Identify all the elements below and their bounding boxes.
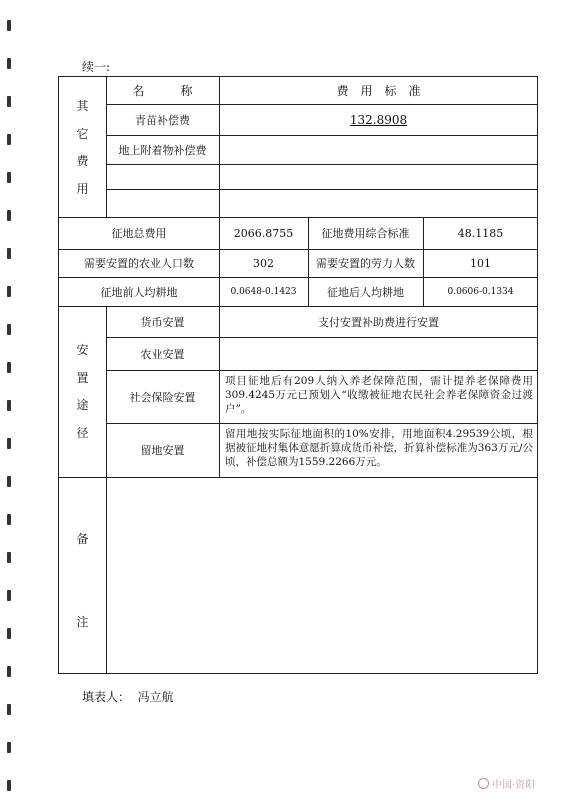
fee-name-seedling: 青苗补偿费	[135, 113, 190, 127]
binding-holes	[0, 0, 18, 800]
resettle-name-social: 社会保险安置	[129, 390, 196, 404]
watermark-logo-icon	[478, 778, 489, 789]
resettle-value-social: 项目征地后有209人纳入养老保障范围，需计提养老保障费用309.4245万元已预划入“收缴被征地农民社会养老保障资金过渡户”。	[225, 375, 533, 415]
fee-value-seedling: 132.8908	[349, 112, 408, 127]
labor-value: 101	[470, 256, 491, 270]
combined-standard-value: 48.1185	[457, 226, 504, 240]
resettle-name-agri: 农业安置	[140, 347, 185, 361]
filler-name: 冯立航	[137, 690, 174, 704]
combined-standard-label: 征地费用综合标准	[321, 227, 410, 240]
continuation-label: 续一:	[82, 60, 111, 74]
resettle-value-reserved: 留用地按实际征地面积的10%安排，用地面积4.29539公顷，根据被征地村集体意愿折算成货币补偿，折算补偿标准为363万元/公顷，补偿总额为1559.2266万元。	[225, 428, 533, 468]
after-land-value: 0.0606-0.1334	[447, 286, 514, 297]
resettle-name-cash: 货币安置	[140, 315, 185, 329]
before-land-value: 0.0648-0.1423	[230, 286, 297, 297]
watermark	[478, 776, 535, 791]
resettlement-section-label: 安 置 途 径	[76, 343, 89, 440]
total-cost-value: 2066.8755	[233, 226, 294, 240]
resettle-value-cash: 支付安置补助费进行安置	[318, 315, 439, 329]
header-name: 名 称	[132, 84, 193, 98]
land-expropriation-table	[58, 76, 538, 674]
ag-population-label: 需要安置的农业人口数	[84, 257, 194, 270]
watermark-text: 中国·资阳	[492, 780, 536, 791]
before-land-label: 征地前人均耕地	[100, 285, 178, 299]
fee-name-attachments: 地上附着物补偿费	[118, 143, 207, 157]
fee-value-attachments	[219, 135, 538, 164]
other-fees-section-label: 其 它 费 用	[76, 99, 89, 196]
filler	[82, 688, 174, 705]
resettle-name-reserved: 留地安置	[140, 444, 185, 457]
header-standard: 费 用 标 准	[336, 84, 421, 98]
resettle-value-agri	[219, 337, 538, 370]
total-cost-label: 征地总费用	[111, 227, 167, 240]
labor-label: 需要安置的劳力人数	[316, 257, 415, 270]
remarks-section-label: 备 注	[76, 532, 89, 629]
after-land-label: 征地后人均耕地	[327, 285, 404, 299]
ag-population-value: 302	[253, 256, 274, 270]
filler-label: 填表人：	[82, 690, 131, 704]
